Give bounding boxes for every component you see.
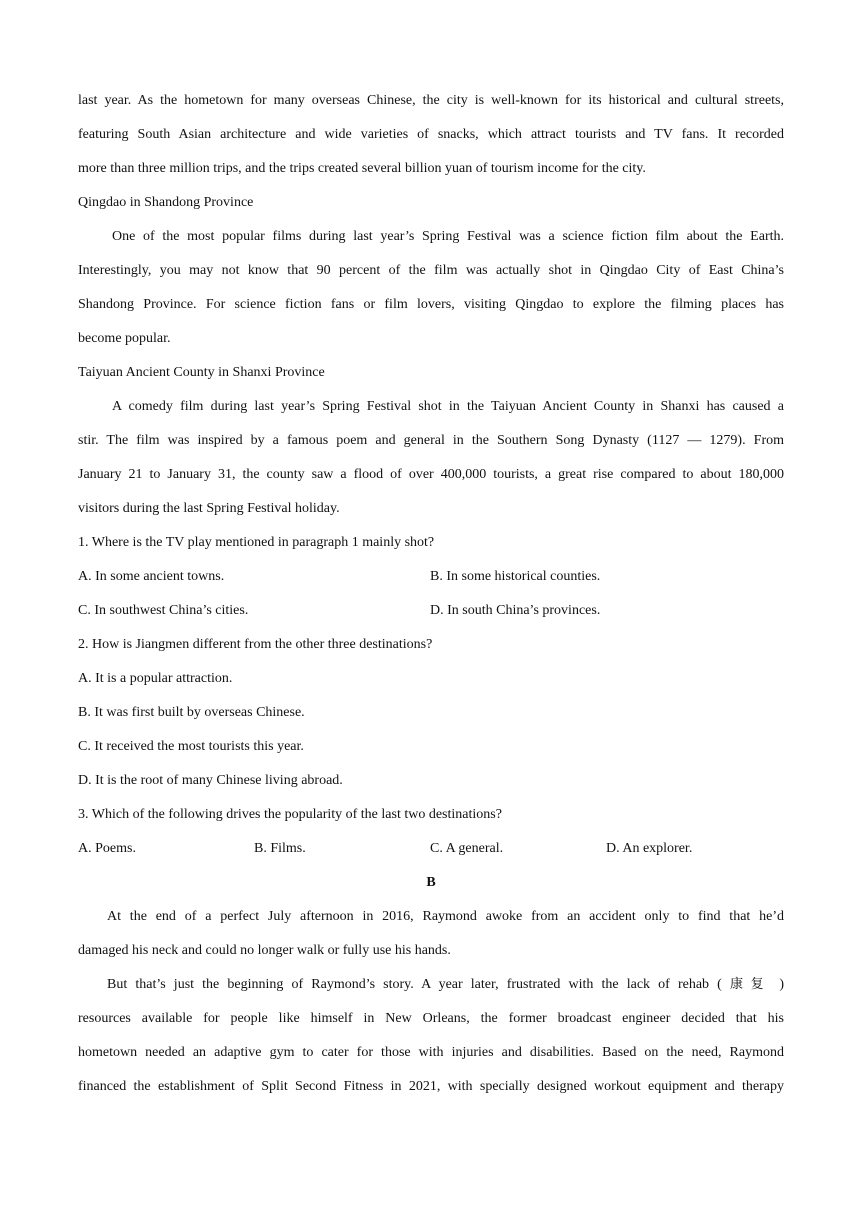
text-line: stir. The film was inspired by a famous poem and general in the Southern Song Dynasty (1127 — 1279). From [78,433,784,448]
question-1-option-b[interactable]: B. In some historical counties. [430,569,601,584]
text-line: damaged his neck and could no longer walk or fully use his hands. [78,943,451,958]
question-2-option-a[interactable]: A. It is a popular attraction. [78,671,233,686]
text-line: Interestingly, you may not know that 90 percent of the film was actually shot in Qingdao City of East China’s [78,263,784,278]
question-3-option-d[interactable]: D. An explorer. [606,841,693,856]
text-line: January 21 to January 31, the county saw a flood of over 400,000 tourists, a great rise compared to about 180,000 [78,467,784,482]
text-segment: But that’s just the beginning of Raymond’s story. A year later, frustrated with the lack of rehab ( [107,977,722,992]
text-line: At the end of a perfect July afternoon in 2016, Raymond awoke from an accident only to find that he’d [107,909,784,924]
passage-b-paragraph-1 [78,900,784,968]
text-line: financed the establishment of Split Second Fitness in 2021, with specially designed workout equipment and therapy [78,1079,784,1094]
question-3-option-c[interactable]: C. A general. [430,841,504,856]
section-b-title: B [426,875,436,890]
text-line: last year. As the hometown for many overseas Chinese, the city is well-known for its historical and cultural streets, [78,93,784,108]
qingdao-heading: Qingdao in Shandong Province [78,195,254,210]
text-line: featuring South Asian architecture and wide varieties of snacks, which attract tourists and TV fans. It recorded [78,127,784,142]
question-3-option-b[interactable]: B. Films. [254,841,306,856]
question-1-options-row [78,594,784,628]
question-2-option-d[interactable]: D. It is the root of many Chinese living abroad. [78,773,343,788]
text-line: Shandong Province. For science fiction fans or film lovers, visiting Qingdao to explore the filming places has [78,297,784,312]
passage-b-paragraph-2 [78,968,784,1104]
question-3-option-a[interactable]: A. Poems. [78,841,136,856]
question-1-options-row [78,560,784,594]
question-3-stem: 3. Which of the following drives the popularity of the last two destinations? [78,807,502,822]
question-1-stem: 1. Where is the TV play mentioned in paragraph 1 mainly shot? [78,535,435,550]
text-line: become popular. [78,331,171,346]
question-3-options-row [78,832,784,866]
text-line: visitors during the last Spring Festival holiday. [78,501,340,516]
text-line: A comedy film during last year’s Spring Festival shot in the Taiyuan Ancient County in Shanxi has caused a [112,399,784,414]
taiyuan-paragraph [78,390,784,526]
text-line: One of the most popular films during last year’s Spring Festival was a science fiction film about the Earth. [112,229,784,244]
question-2-stem: 2. How is Jiangmen different from the other three destinations? [78,637,433,652]
taiyuan-heading: Taiyuan Ancient County in Shanxi Province [78,365,325,380]
question-2-option-b[interactable]: B. It was first built by overseas Chinese. [78,705,305,720]
intro-paragraph [78,84,784,186]
qingdao-paragraph [78,220,784,356]
question-1-option-d[interactable]: D. In south China’s provinces. [430,603,601,618]
question-1-option-c[interactable]: C. In southwest China’s cities. [78,603,249,618]
text-line: hometown needed an adaptive gym to cater for those with injuries and disabilities. Based on the need, Raymond [78,1045,784,1060]
text-line: resources available for people like himself in New Orleans, the former broadcast engineer decided that his [78,1011,784,1026]
document-page [78,84,784,1104]
rehab-chinese-gloss: 康复 [729,977,772,992]
text-segment: ) [779,977,784,992]
question-1-option-a[interactable]: A. In some ancient towns. [78,569,225,584]
text-line: more than three million trips, and the trips created several billion yuan of tourism income for the city. [78,161,646,176]
question-2-option-c[interactable]: C. It received the most tourists this year. [78,739,304,754]
text-line [78,968,784,1002]
